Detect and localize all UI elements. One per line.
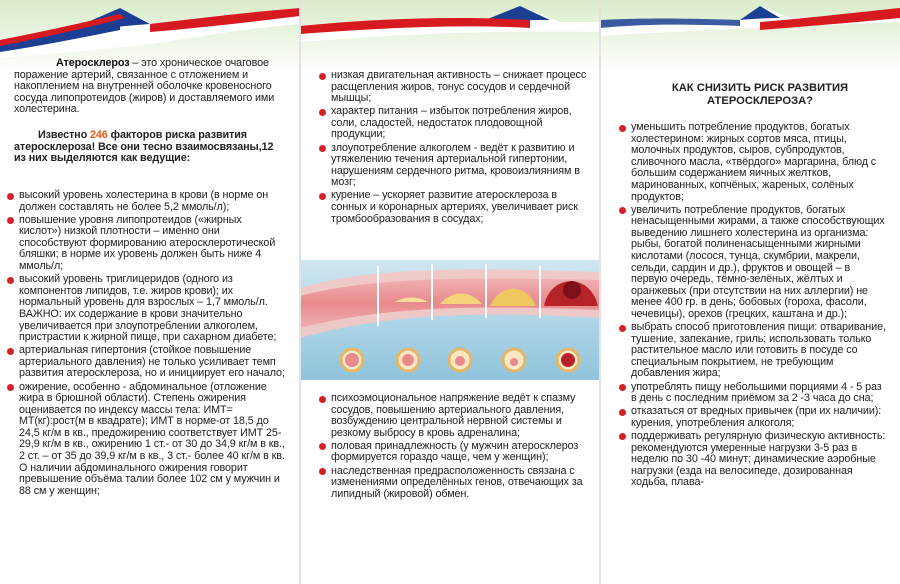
bullet-icon [7, 384, 14, 391]
bullet-icon [319, 193, 326, 200]
prevention-item [618, 382, 886, 405]
prevention-item-text: выбрать способ приготовления пищи: отваривание, тушение, запекание, гриль; использовать только растительное масло или готовить в посуде со специальным покрытием, не требующим добавления жира; [631, 321, 886, 380]
risk-factor-item-text: ожирение, особенно - абдоминальное (отложение жира в брюшной области). Степень ожирения оценивается по индексу массы тела: ИМТ= МТ(кг):рост(м в квадрате); ИМТ в норме-от 18,5 до 24,5 кг/м в кв., предожирению соответствует ИМТ 25-29,9 кг/м в кв., ожирению 1 ст.- от 30 до 34,9 кг/м в кв., 2 ст. – от 35 до 39,9 кг/м в кв., 3 ст.- более 40 кг/м в кв. О наличии абдоминального ожирения говорит превышение объёма талии более 102 см у мужчин и 88 см у женщин; [19, 380, 285, 497]
risk-factor-item [6, 345, 286, 380]
prevention-item [618, 406, 886, 429]
risk-factor-item [6, 190, 286, 213]
bullet-icon [7, 217, 14, 224]
risk-factor-item [318, 393, 588, 439]
prevention-list [618, 122, 886, 490]
bullet-icon [319, 73, 326, 80]
intro-term: Атеросклероз [56, 57, 130, 69]
risk-factor-item [6, 382, 286, 498]
bullet-icon [619, 384, 626, 391]
risk-factor-item [318, 70, 588, 105]
risk-factor-item-text: наследственная предрасположенность связана с изменениями определённых генов, отвечающих за липидный (жировой) обмен. [331, 464, 583, 500]
risk-factor-item-text: высокий уровень триглицеридов (одного из компонентов липидов, т.е. жиров крови); их нормальный уровень для взрослых – 1,7 ммоль/л. ВАЖНО: их содержание в крови значительно увеличивается при злоупотреблении алкоголем, пристрастии к жирной пище, при сахарном диабете; [19, 273, 277, 344]
bullet-icon [319, 396, 326, 403]
prevention-heading: КАК СНИЗИТЬ РИСК РАЗВИТИЯ АТЕРОСКЛЕРОЗА? [671, 82, 849, 107]
bullet-icon [619, 125, 626, 132]
panel-left [0, 0, 300, 584]
risk-factors-list-continued [318, 70, 588, 227]
prevention-item-text: отказаться от вредных привычек (при их наличии): курения, употребления алкоголя; [631, 405, 882, 429]
risk-factor-item-text: характер питания – избыток потребления жиров, соли, сладостей, недостаток плодовощной продукции; [331, 105, 572, 141]
prevention-item-text: увеличить потребление продуктов, богатых ненасыщенными жирами, а также способствующих выведению лишнего холестерина из организма: рыбы, богатой полиненасыщенными жирными кислотами (лосося, тунца, скумбрии, макрели, сельди, сардин и др.), фруктов и овощей – в первую очередь, тёмно-зелёных, жёлтых и оранжевых (при отсутствии на них аллергии) не менее 400 гр. в день; бобовых (гороха, фасоли, чечевицы), орехов (грецких, каштана и др.); [631, 203, 885, 320]
bullet-icon [319, 145, 326, 152]
prevention-item-text: употреблять пищу небольшими порциями 4 - 5 раз в день с последним приёмом за 2 -3 часа до сна; [631, 380, 882, 405]
prevention-item [618, 431, 886, 489]
risk-factor-item [318, 106, 588, 141]
bullet-icon [7, 277, 14, 284]
risk-factors-list [6, 190, 286, 499]
artery-plaque-illustration [300, 260, 600, 380]
bullet-icon [319, 109, 326, 116]
prevention-item-text: поддерживать регулярную физическую активность: рекомендуются умеренные нагрузки 3-5 раз в неделю по 30 -40 минут; динамические аэробные нагрузки (езда на велосипеде, дозированная ходьба, плава- [631, 429, 886, 489]
risk-factor-item-text: курение – ускоряет развитие атеросклероза в сонных и коронарных артериях, увеличивает риск тромбообразования в сосудах; [331, 189, 578, 225]
risk-factor-item-text: артериальная гипертония (стойкое повышение артериального давления) не только усиливает темп развития атеросклероза, но и инициирует его начало; [19, 344, 285, 380]
risk-factor-item [6, 215, 286, 273]
risk-factor-item-text: высокий уровень холестерина в крови (в норме он должен составлять не более 5,2 ммоль/л); [19, 189, 269, 213]
prevention-item [618, 122, 886, 203]
prevention-item-text: уменьшить потребление продуктов, богатых холестерином: жирных сортов мяса, птицы, молочных продуктов, сыров, субпродуктов, сливочного масла, «твёрдого» маргарина, блюд с большим содержанием яичных желтков, маринованных, копчёных, жареных, солёных продуктов; [631, 121, 877, 203]
facts-suffix: факторов риска развития атеросклероза! Все они тесно взаимосвязаны,12 из них выделяются как ведущие: [14, 129, 274, 165]
risk-factor-item [318, 190, 588, 225]
fold-line [299, 0, 301, 584]
risk-factor-item [318, 466, 588, 501]
facts-prefix: Известно [38, 129, 90, 141]
bullet-icon [319, 443, 326, 450]
prevention-item [618, 205, 886, 321]
bullet-icon [619, 207, 626, 214]
risk-factor-item [6, 274, 286, 344]
risk-factor-item-text: злоупотребление алкоголем - ведёт к развитию и утяжелению течения артериальной гипертонии, нарушениям сердечного ритма, кровоизлияниям в мозг; [331, 141, 580, 189]
bullet-icon [619, 433, 626, 440]
bullet-icon [7, 193, 14, 200]
risk-factors-heading [14, 130, 284, 165]
risk-factors-list-end [318, 393, 588, 502]
bullet-icon [319, 468, 326, 475]
bullet-icon [7, 348, 14, 355]
bullet-icon [619, 325, 626, 332]
intro-text: – это хроническое очаговое поражение артерий, связанное с отложением и накоплением на внутренней оболочке кровеносного сосуда липопротеидов (жиров) и доставляемого ими холестерина. [14, 57, 275, 116]
risk-factor-item [318, 441, 588, 464]
header-wave-graphic [300, 0, 600, 75]
header-wave-graphic [600, 0, 900, 75]
panel-right [600, 0, 900, 584]
facts-count: 246 [90, 129, 108, 141]
risk-factor-item-text: половая принадлежность (у мужчин атеросклероз формируется гораздо чаще, чем у женщин); [331, 439, 579, 464]
risk-factor-item-text: психоэмоциональное напряжение ведёт к спазму сосудов, повышению артериального давления, возбуждению центральной нервной системы и резкому выбросу в кровь адреналина; [331, 392, 576, 439]
risk-factor-item [318, 143, 588, 189]
fold-line [599, 0, 601, 584]
bullet-icon [619, 409, 626, 416]
prevention-item [618, 322, 886, 380]
panel-middle [300, 0, 600, 584]
risk-factor-item-text: повышение уровня липопротеидов («жирных кислот») низкой плотности – именно они способствуют формированию атеросклеротической бляшки; в норме их уровень должен быть ниже 4 ммоль/л; [19, 213, 276, 273]
intro-paragraph [14, 58, 284, 116]
risk-factor-item-text: низкая двигательная активность – снижает процесс расщепления жиров, тонус сосудов и сердечной мышцы; [331, 69, 587, 105]
